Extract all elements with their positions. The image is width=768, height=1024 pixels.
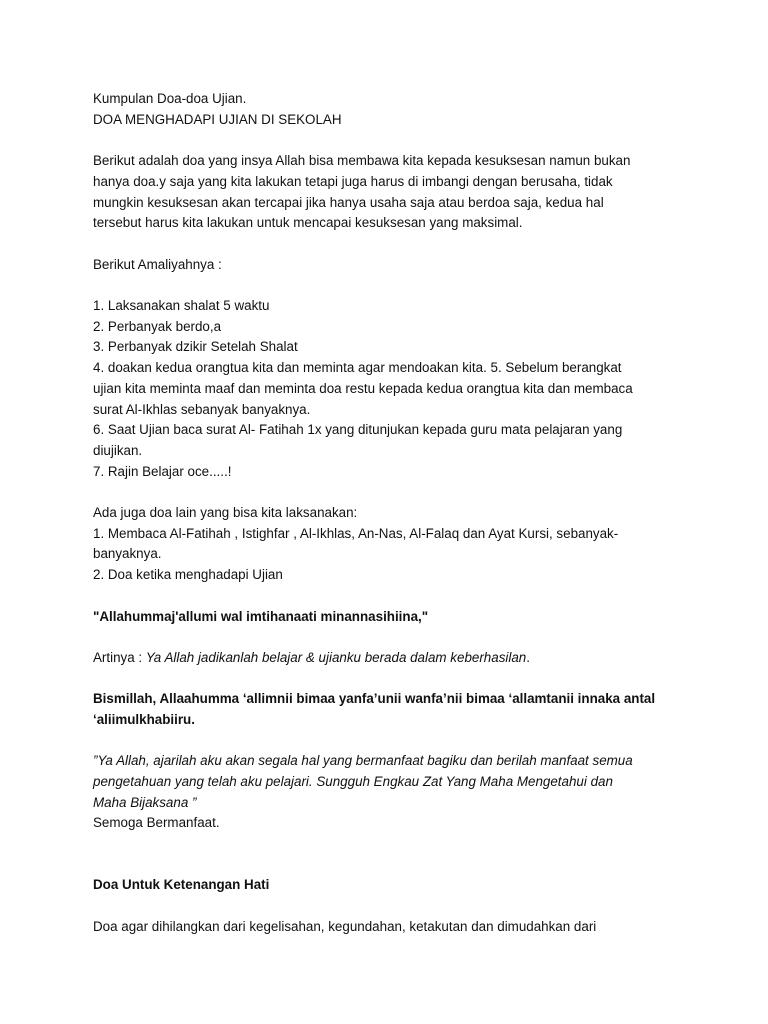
spacer [93, 896, 693, 917]
spacer [93, 275, 693, 296]
amaliyah-item: 6. Saat Ujian baca surat Al- Fatihah 1x yang ditunjukan kepada guru mata pelajaran yang diujikan. [93, 422, 623, 458]
amaliyah-item: 1. Laksanakan shalat 5 waktu [93, 297, 270, 313]
spacer [93, 627, 693, 648]
spacer [93, 834, 693, 875]
meaning-period: . [526, 649, 530, 665]
meaning-text: Ya Allah jadikanlah belajar & ujianku berada dalam keberhasilan [145, 649, 527, 665]
doa-arabic-text: Bismillah, Allaahumma ‘allimnii bimaa yanfa’unii wanfa’nii bimaa ‘allamtanii innaka antal ‘aliimulkhabiiru. [93, 691, 656, 727]
section-heading: Doa Untuk Ketenangan Hati [93, 877, 270, 893]
other-doa-item: 2. Doa ketika menghadapi Ujian [93, 567, 283, 583]
section-intro: Doa agar dihilangkan dari kegelisahan, kegundahan, ketakutan dan dimudahkan dari [93, 918, 597, 934]
amaliyah-item: 4. doakan kedua orangtua kita dan meminta agar mendoakan kita. 5. Sebelum berangkat ujian kita meminta maaf dan meminta doa restu kepada kedua orangtua kita dan membaca surat Al-Ikhlas sebanyak banyaknya. [93, 360, 633, 417]
intro-paragraph: Berikut adalah doa yang insya Allah bisa membawa kita kepada kesuksesan namun bukan hanya doa.y saja yang kita lakukan tetapi juga harus di imbangi dengan berusaha, tidak mungkin kesuksesan akan tercapai jika hanya usaha saja atau berdoa saja, kedua hal tersebut harus kita lakukan untuk mencapai kesuksesan yang maksimal. [93, 153, 631, 231]
amaliyah-item: 2. Perbanyak berdo,a [93, 318, 222, 334]
document-subtitle: DOA MENGHADAPI UJIAN DI SEKOLAH [93, 111, 342, 127]
doa-arabic-text: "Allahummaj'allumi wal imtihanaati minannasihiina," [93, 608, 429, 624]
amaliyah-heading: Berikut Amaliyahnya : [93, 256, 222, 272]
amaliyah-item: 7. Rajin Belajar oce.....! [93, 463, 232, 479]
spacer [93, 586, 693, 607]
other-doa-item: 1. Membaca Al-Fatihah , Istighfar , Al-Ikhlas, An-Nas, Al-Falaq dan Ayat Kursi, sebanyak- banyaknya. [93, 525, 619, 562]
spacer [93, 234, 693, 255]
spacer [93, 482, 693, 503]
spacer [93, 731, 693, 752]
doa-translation: ”Ya Allah, ajarilah aku akan segala hal yang bermanfaat bagiku dan berilah manfaat semua pengetahuan yang telah aku pelajari. Sungguh Engkau Zat Yang Maha Mengetahui dan Maha Bijaksana ” [93, 753, 633, 810]
meaning-label: Artinya : [93, 649, 146, 665]
closing-text: Semoga Bermanfaat. [93, 815, 220, 831]
other-doa-heading: Ada juga doa lain yang bisa kita laksanakan: [93, 505, 358, 520]
doa-meaning [93, 648, 693, 669]
amaliyah-item: 3. Perbanyak dzikir Setelah Shalat [93, 339, 298, 355]
document-title: Kumpulan Doa-doa Ujian. [93, 91, 247, 106]
spacer [93, 130, 693, 151]
document-body [93, 89, 693, 937]
spacer [93, 669, 693, 690]
